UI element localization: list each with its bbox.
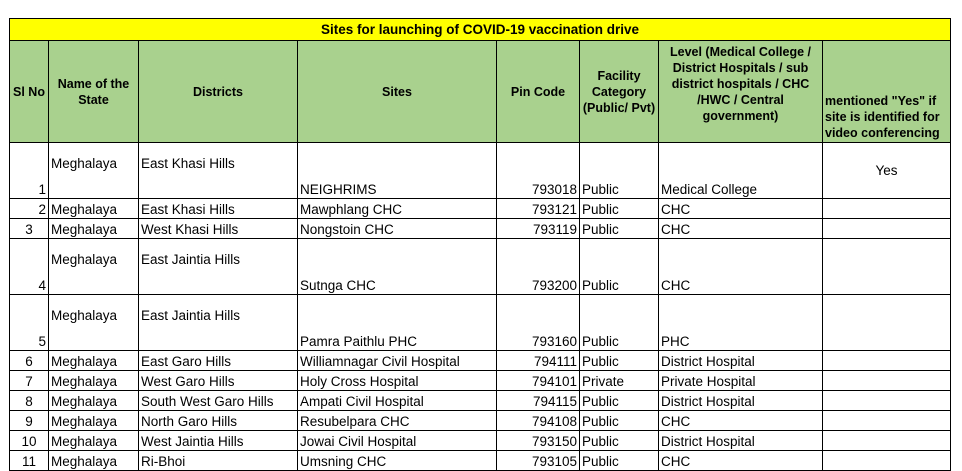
- cell-video-conferencing: [823, 219, 951, 239]
- header-facility-category: Facility Category (Public/ Pvt): [580, 41, 659, 143]
- cell-sl-no: 10: [10, 431, 49, 451]
- cell-district: South West Garo Hills: [139, 391, 298, 411]
- cell-facility-category: Public: [580, 391, 659, 411]
- header-districts: Districts: [139, 41, 298, 143]
- cell-state: Meghalaya: [49, 199, 139, 219]
- cell-district: East Garo Hills: [139, 351, 298, 371]
- cell-sl-no: 4: [10, 239, 49, 295]
- title-row: [10, 19, 951, 41]
- header-row: [10, 41, 951, 143]
- cell-facility-category: Public: [580, 143, 659, 199]
- header-sites: Sites: [298, 41, 497, 143]
- cell-level: District Hospital: [659, 431, 823, 451]
- cell-video-conferencing: [823, 351, 951, 371]
- cell-site: Nongstoin CHC: [298, 219, 497, 239]
- cell-district: Ri-Bhoi: [139, 451, 298, 471]
- table-row: [10, 431, 951, 451]
- cell-pin-code: 793105: [497, 451, 580, 471]
- cell-sl-no: 1: [10, 143, 49, 199]
- cell-level: CHC: [659, 199, 823, 219]
- cell-state: Meghalaya: [49, 411, 139, 431]
- header-state: Name of the State: [49, 41, 139, 143]
- cell-site: Jowai Civil Hospital: [298, 431, 497, 451]
- cell-facility-category: Private: [580, 371, 659, 391]
- cell-pin-code: 793150: [497, 431, 580, 451]
- cell-pin-code: 794115: [497, 391, 580, 411]
- cell-video-conferencing: [823, 391, 951, 411]
- cell-level: CHC: [659, 239, 823, 295]
- cell-sl-no: 2: [10, 199, 49, 219]
- cell-video-conferencing: [823, 239, 951, 295]
- cell-site: Pamra Paithlu PHC: [298, 295, 497, 351]
- cell-facility-category: Public: [580, 431, 659, 451]
- cell-site: Ampati Civil Hospital: [298, 391, 497, 411]
- cell-state: Meghalaya: [49, 371, 139, 391]
- cell-sl-no: 5: [10, 295, 49, 351]
- cell-sl-no: 9: [10, 411, 49, 431]
- table-row: [10, 351, 951, 371]
- cell-sl-no: 7: [10, 371, 49, 391]
- cell-pin-code: 793160: [497, 295, 580, 351]
- cell-video-conferencing: [823, 411, 951, 431]
- cell-pin-code: 793200: [497, 239, 580, 295]
- cell-state: Meghalaya: [49, 351, 139, 371]
- header-pin-code: Pin Code: [497, 41, 580, 143]
- cell-district: East Jaintia Hills: [139, 239, 298, 295]
- cell-facility-category: Public: [580, 295, 659, 351]
- cell-state: Meghalaya: [49, 143, 139, 199]
- cell-pin-code: 794111: [497, 351, 580, 371]
- cell-state: Meghalaya: [49, 391, 139, 411]
- vaccination-sites-table: [9, 18, 951, 471]
- table-row: [10, 239, 951, 295]
- cell-level: Medical College: [659, 143, 823, 199]
- table-row: [10, 295, 951, 351]
- table-row: [10, 199, 951, 219]
- cell-sl-no: 6: [10, 351, 49, 371]
- cell-level: Private Hospital: [659, 371, 823, 391]
- cell-level: CHC: [659, 411, 823, 431]
- cell-facility-category: Public: [580, 351, 659, 371]
- cell-pin-code: 794101: [497, 371, 580, 391]
- cell-site: Sutnga CHC: [298, 239, 497, 295]
- cell-district: East Khasi Hills: [139, 199, 298, 219]
- cell-state: Meghalaya: [49, 295, 139, 351]
- cell-video-conferencing: [823, 431, 951, 451]
- header-level: Level (Medical College / District Hospitals / sub district hospitals / CHC /HWC / Central government): [659, 41, 823, 143]
- cell-facility-category: Public: [580, 411, 659, 431]
- cell-district: West Khasi Hills: [139, 219, 298, 239]
- table-row: [10, 411, 951, 431]
- cell-state: Meghalaya: [49, 431, 139, 451]
- table-row: [10, 371, 951, 391]
- cell-site: Umsning CHC: [298, 451, 497, 471]
- cell-state: Meghalaya: [49, 219, 139, 239]
- header-video-conferencing: mentioned "Yes" if site is identified for video conferencing: [823, 41, 951, 143]
- cell-site: Holy Cross Hospital: [298, 371, 497, 391]
- cell-site: Mawphlang CHC: [298, 199, 497, 219]
- table-row: [10, 451, 951, 471]
- cell-video-conferencing: [823, 199, 951, 219]
- cell-sl-no: 3: [10, 219, 49, 239]
- cell-facility-category: Public: [580, 219, 659, 239]
- spreadsheet: [9, 18, 950, 471]
- cell-level: PHC: [659, 295, 823, 351]
- cell-district: West Jaintia Hills: [139, 431, 298, 451]
- cell-level: CHC: [659, 219, 823, 239]
- cell-site: NEIGHRIMS: [298, 143, 497, 199]
- cell-level: CHC: [659, 451, 823, 471]
- cell-district: North Garo Hills: [139, 411, 298, 431]
- cell-sl-no: 8: [10, 391, 49, 411]
- cell-facility-category: Public: [580, 199, 659, 219]
- cell-pin-code: 793018: [497, 143, 580, 199]
- cell-pin-code: 793119: [497, 219, 580, 239]
- cell-facility-category: Public: [580, 451, 659, 471]
- cell-video-conferencing: [823, 451, 951, 471]
- cell-district: East Jaintia Hills: [139, 295, 298, 351]
- cell-video-conferencing: [823, 371, 951, 391]
- cell-district: East Khasi Hills: [139, 143, 298, 199]
- table-row: [10, 391, 951, 411]
- cell-district: West Garo Hills: [139, 371, 298, 391]
- cell-sl-no: 11: [10, 451, 49, 471]
- cell-site: Resubelpara CHC: [298, 411, 497, 431]
- cell-level: District Hospital: [659, 391, 823, 411]
- cell-level: District Hospital: [659, 351, 823, 371]
- header-sl-no: Sl No: [10, 41, 49, 143]
- cell-pin-code: 793121: [497, 199, 580, 219]
- cell-state: Meghalaya: [49, 239, 139, 295]
- cell-site: Williamnagar Civil Hospital: [298, 351, 497, 371]
- cell-video-conferencing: [823, 295, 951, 351]
- cell-state: Meghalaya: [49, 451, 139, 471]
- table-title: Sites for launching of COVID-19 vaccination drive: [10, 19, 951, 41]
- cell-pin-code: 794108: [497, 411, 580, 431]
- table-row: [10, 219, 951, 239]
- table-row: [10, 143, 951, 199]
- cell-video-conferencing: Yes: [823, 143, 951, 199]
- cell-facility-category: Public: [580, 239, 659, 295]
